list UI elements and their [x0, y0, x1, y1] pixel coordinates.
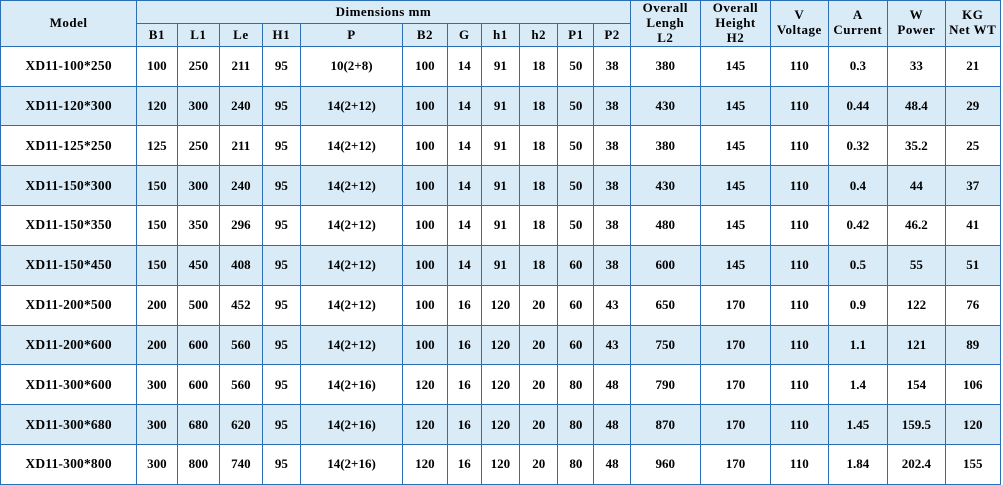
cell-overall-length: 380: [630, 46, 700, 86]
cell-voltage: 110: [771, 166, 828, 206]
cell-overall-length: 430: [630, 86, 700, 126]
header-g: G: [447, 23, 481, 46]
cell-model: XD11-125*250: [1, 126, 137, 166]
cell-overall-height: 170: [700, 405, 770, 445]
cell-weight: 120: [945, 405, 1000, 445]
cell-b2: 100: [403, 46, 448, 86]
cell-h2: 18: [520, 166, 558, 206]
cell-weight: 21: [945, 46, 1000, 86]
cell-voltage: 110: [771, 126, 828, 166]
cell-p: 14(2+12): [300, 86, 402, 126]
cell-power: 202.4: [888, 444, 945, 484]
cell-g: 16: [447, 325, 481, 365]
header-current: [828, 1, 888, 47]
cell-p2: 38: [594, 245, 630, 285]
cell-g: 14: [447, 126, 481, 166]
cell-h1: 120: [481, 405, 519, 445]
table-row: [1, 245, 1001, 285]
cell-model: XD11-150*300: [1, 166, 137, 206]
cell-weight: 29: [945, 86, 1000, 126]
cell-weight: 155: [945, 444, 1000, 484]
header-l1: L1: [177, 23, 220, 46]
cell-l1: 600: [177, 365, 220, 405]
cell-h1: 91: [481, 126, 519, 166]
cell-l1: 250: [177, 46, 220, 86]
cell-h2: 18: [520, 206, 558, 246]
cell-current: 0.44: [828, 86, 888, 126]
cell-voltage: 110: [771, 444, 828, 484]
cell-b1: 100: [137, 46, 177, 86]
cell-b2: 100: [403, 166, 448, 206]
cell-b1: 300: [137, 405, 177, 445]
cell-current: 0.3: [828, 46, 888, 86]
header-weight: [945, 1, 1000, 47]
table-row: [1, 206, 1001, 246]
cell-b1: 200: [137, 285, 177, 325]
cell-le: 452: [220, 285, 263, 325]
cell-model: XD11-200*600: [1, 325, 137, 365]
cell-b1: 300: [137, 444, 177, 484]
cell-h1-dim: 95: [262, 444, 300, 484]
cell-h1-dim: 95: [262, 285, 300, 325]
cell-h1-dim: 95: [262, 325, 300, 365]
header-p2: P2: [594, 23, 630, 46]
cell-model: XD11-200*500: [1, 285, 137, 325]
cell-power: 35.2: [888, 126, 945, 166]
cell-h1-dim: 95: [262, 86, 300, 126]
table-row: [1, 285, 1001, 325]
cell-weight: 89: [945, 325, 1000, 365]
cell-model: XD11-150*350: [1, 206, 137, 246]
cell-le: 240: [220, 86, 263, 126]
cell-current: 0.4: [828, 166, 888, 206]
cell-g: 14: [447, 166, 481, 206]
table-row: [1, 365, 1001, 405]
cell-overall-height: 170: [700, 444, 770, 484]
header-b1: B1: [137, 23, 177, 46]
cell-b2: 100: [403, 245, 448, 285]
cell-p: 10(2+8): [300, 46, 402, 86]
cell-p1: 80: [558, 405, 594, 445]
header-overall-height-line3: H2: [726, 29, 745, 45]
cell-l1: 680: [177, 405, 220, 445]
cell-h1: 91: [481, 206, 519, 246]
cell-h1: 91: [481, 166, 519, 206]
header-overall-length-line2: Lengh: [646, 14, 685, 30]
table-header: [1, 1, 1001, 47]
cell-overall-height: 145: [700, 46, 770, 86]
cell-weight: 25: [945, 126, 1000, 166]
cell-overall-height: 170: [700, 365, 770, 405]
cell-model: XD11-300*680: [1, 405, 137, 445]
cell-voltage: 110: [771, 405, 828, 445]
cell-overall-height: 145: [700, 86, 770, 126]
cell-h1-dim: 95: [262, 405, 300, 445]
cell-model: XD11-150*450: [1, 245, 137, 285]
cell-current: 0.9: [828, 285, 888, 325]
cell-b2: 100: [403, 206, 448, 246]
cell-p2: 38: [594, 166, 630, 206]
header-current-line2: Current: [833, 22, 883, 38]
cell-h1: 120: [481, 444, 519, 484]
table-row: [1, 325, 1001, 365]
cell-b2: 120: [403, 444, 448, 484]
cell-voltage: 110: [771, 245, 828, 285]
cell-overall-length: 430: [630, 166, 700, 206]
cell-current: 0.32: [828, 126, 888, 166]
cell-h1-dim: 95: [262, 46, 300, 86]
header-overall-length: [630, 1, 700, 47]
cell-p2: 38: [594, 206, 630, 246]
header-h1-dim: H1: [262, 23, 300, 46]
cell-b2: 100: [403, 325, 448, 365]
cell-g: 16: [447, 405, 481, 445]
cell-power: 159.5: [888, 405, 945, 445]
cell-g: 16: [447, 444, 481, 484]
cell-h1-dim: 95: [262, 126, 300, 166]
header-model: Model: [1, 1, 137, 47]
header-power: [888, 1, 945, 47]
header-voltage-line2: Voltage: [776, 22, 822, 38]
header-weight-line1: KG: [962, 7, 984, 23]
cell-g: 14: [447, 86, 481, 126]
cell-b2: 120: [403, 405, 448, 445]
cell-p1: 60: [558, 285, 594, 325]
header-h2: h2: [520, 23, 558, 46]
header-overall-length-line3: L2: [657, 29, 674, 45]
cell-b1: 120: [137, 86, 177, 126]
cell-overall-height: 145: [700, 166, 770, 206]
cell-le: 408: [220, 245, 263, 285]
cell-model: XD11-300*800: [1, 444, 137, 484]
cell-p2: 38: [594, 86, 630, 126]
cell-h1: 91: [481, 46, 519, 86]
cell-p1: 60: [558, 325, 594, 365]
cell-p2: 43: [594, 285, 630, 325]
cell-voltage: 110: [771, 86, 828, 126]
cell-h2: 20: [520, 444, 558, 484]
cell-b2: 100: [403, 285, 448, 325]
cell-le: 211: [220, 46, 263, 86]
header-power-line2: Power: [897, 22, 936, 38]
cell-h2: 18: [520, 245, 558, 285]
cell-h1-dim: 95: [262, 365, 300, 405]
table-body: [1, 46, 1001, 484]
cell-g: 14: [447, 46, 481, 86]
cell-model: XD11-300*600: [1, 365, 137, 405]
cell-current: 0.5: [828, 245, 888, 285]
cell-weight: 37: [945, 166, 1000, 206]
table-row: [1, 86, 1001, 126]
cell-p1: 50: [558, 86, 594, 126]
cell-overall-length: 870: [630, 405, 700, 445]
cell-model: XD11-120*300: [1, 86, 137, 126]
cell-h1: 120: [481, 365, 519, 405]
cell-model: XD11-100*250: [1, 46, 137, 86]
cell-voltage: 110: [771, 46, 828, 86]
cell-overall-height: 145: [700, 126, 770, 166]
header-voltage-line1: V: [794, 7, 805, 23]
header-overall-height: [700, 1, 770, 47]
cell-h1: 91: [481, 245, 519, 285]
cell-overall-length: 650: [630, 285, 700, 325]
cell-le: 620: [220, 405, 263, 445]
header-voltage: [771, 1, 828, 47]
cell-power: 46.2: [888, 206, 945, 246]
cell-power: 33: [888, 46, 945, 86]
table-row: [1, 46, 1001, 86]
header-power-line1: W: [909, 7, 924, 23]
cell-l1: 300: [177, 166, 220, 206]
header-p1: P1: [558, 23, 594, 46]
header-p: P: [300, 23, 402, 46]
cell-b1: 150: [137, 245, 177, 285]
cell-overall-height: 145: [700, 245, 770, 285]
cell-h1: 120: [481, 285, 519, 325]
cell-p: 14(2+16): [300, 365, 402, 405]
cell-le: 240: [220, 166, 263, 206]
cell-h2: 18: [520, 86, 558, 126]
cell-p2: 48: [594, 365, 630, 405]
cell-p1: 50: [558, 126, 594, 166]
cell-le: 740: [220, 444, 263, 484]
cell-b1: 300: [137, 365, 177, 405]
cell-current: 1.45: [828, 405, 888, 445]
header-weight-line2: Net WT: [949, 22, 997, 38]
table-row: [1, 166, 1001, 206]
header-current-line1: A: [852, 7, 863, 23]
cell-voltage: 110: [771, 325, 828, 365]
table-row: [1, 405, 1001, 445]
cell-h1: 120: [481, 325, 519, 365]
cell-b2: 100: [403, 86, 448, 126]
cell-p: 14(2+16): [300, 444, 402, 484]
cell-l1: 600: [177, 325, 220, 365]
cell-p2: 43: [594, 325, 630, 365]
header-b2: B2: [403, 23, 448, 46]
cell-b1: 150: [137, 166, 177, 206]
cell-h1-dim: 95: [262, 166, 300, 206]
cell-h1-dim: 95: [262, 206, 300, 246]
header-overall-height-line1: Overall: [712, 0, 759, 15]
cell-p2: 38: [594, 46, 630, 86]
cell-overall-length: 960: [630, 444, 700, 484]
header-le: Le: [220, 23, 263, 46]
cell-weight: 41: [945, 206, 1000, 246]
cell-p: 14(2+12): [300, 206, 402, 246]
cell-power: 55: [888, 245, 945, 285]
cell-le: 211: [220, 126, 263, 166]
header-dimensions-group: Dimensions mm: [137, 1, 631, 24]
cell-b2: 100: [403, 126, 448, 166]
cell-g: 14: [447, 206, 481, 246]
cell-h2: 20: [520, 405, 558, 445]
cell-l1: 250: [177, 126, 220, 166]
cell-p: 14(2+12): [300, 285, 402, 325]
cell-g: 16: [447, 285, 481, 325]
cell-b1: 150: [137, 206, 177, 246]
cell-h2: 20: [520, 325, 558, 365]
cell-p: 14(2+12): [300, 325, 402, 365]
cell-p: 14(2+12): [300, 245, 402, 285]
cell-voltage: 110: [771, 365, 828, 405]
cell-weight: 76: [945, 285, 1000, 325]
cell-voltage: 110: [771, 206, 828, 246]
cell-l1: 800: [177, 444, 220, 484]
cell-weight: 106: [945, 365, 1000, 405]
cell-b1: 125: [137, 126, 177, 166]
header-overall-height-line2: Height: [715, 14, 756, 30]
cell-p2: 48: [594, 444, 630, 484]
cell-current: 1.1: [828, 325, 888, 365]
cell-overall-height: 170: [700, 325, 770, 365]
cell-power: 122: [888, 285, 945, 325]
cell-p: 14(2+12): [300, 166, 402, 206]
cell-h2: 18: [520, 46, 558, 86]
cell-h2: 18: [520, 126, 558, 166]
cell-current: 1.4: [828, 365, 888, 405]
cell-power: 121: [888, 325, 945, 365]
cell-p1: 60: [558, 245, 594, 285]
cell-overall-height: 145: [700, 206, 770, 246]
cell-p1: 80: [558, 365, 594, 405]
cell-current: 0.42: [828, 206, 888, 246]
cell-g: 14: [447, 245, 481, 285]
cell-overall-length: 600: [630, 245, 700, 285]
cell-power: 154: [888, 365, 945, 405]
cell-p: 14(2+16): [300, 405, 402, 445]
cell-g: 16: [447, 365, 481, 405]
cell-le: 560: [220, 325, 263, 365]
header-h1: h1: [481, 23, 519, 46]
cell-p1: 80: [558, 444, 594, 484]
cell-p1: 50: [558, 206, 594, 246]
cell-current: 1.84: [828, 444, 888, 484]
table-row: [1, 126, 1001, 166]
cell-l1: 500: [177, 285, 220, 325]
cell-overall-length: 790: [630, 365, 700, 405]
cell-le: 560: [220, 365, 263, 405]
cell-p2: 38: [594, 126, 630, 166]
cell-power: 48.4: [888, 86, 945, 126]
cell-overall-length: 380: [630, 126, 700, 166]
cell-power: 44: [888, 166, 945, 206]
cell-h1: 91: [481, 86, 519, 126]
table-row: [1, 444, 1001, 484]
cell-p1: 50: [558, 166, 594, 206]
cell-h2: 20: [520, 285, 558, 325]
cell-b2: 120: [403, 365, 448, 405]
header-overall-length-line1: Overall: [642, 0, 688, 15]
cell-b1: 200: [137, 325, 177, 365]
cell-le: 296: [220, 206, 263, 246]
cell-p2: 48: [594, 405, 630, 445]
cell-p: 14(2+12): [300, 126, 402, 166]
cell-p1: 50: [558, 46, 594, 86]
cell-overall-height: 170: [700, 285, 770, 325]
cell-h1-dim: 95: [262, 245, 300, 285]
cell-weight: 51: [945, 245, 1000, 285]
cell-overall-length: 480: [630, 206, 700, 246]
cell-voltage: 110: [771, 285, 828, 325]
header-row-top: [1, 1, 1001, 24]
cell-overall-length: 750: [630, 325, 700, 365]
cell-l1: 350: [177, 206, 220, 246]
cell-l1: 450: [177, 245, 220, 285]
cell-h2: 20: [520, 365, 558, 405]
cell-l1: 300: [177, 86, 220, 126]
